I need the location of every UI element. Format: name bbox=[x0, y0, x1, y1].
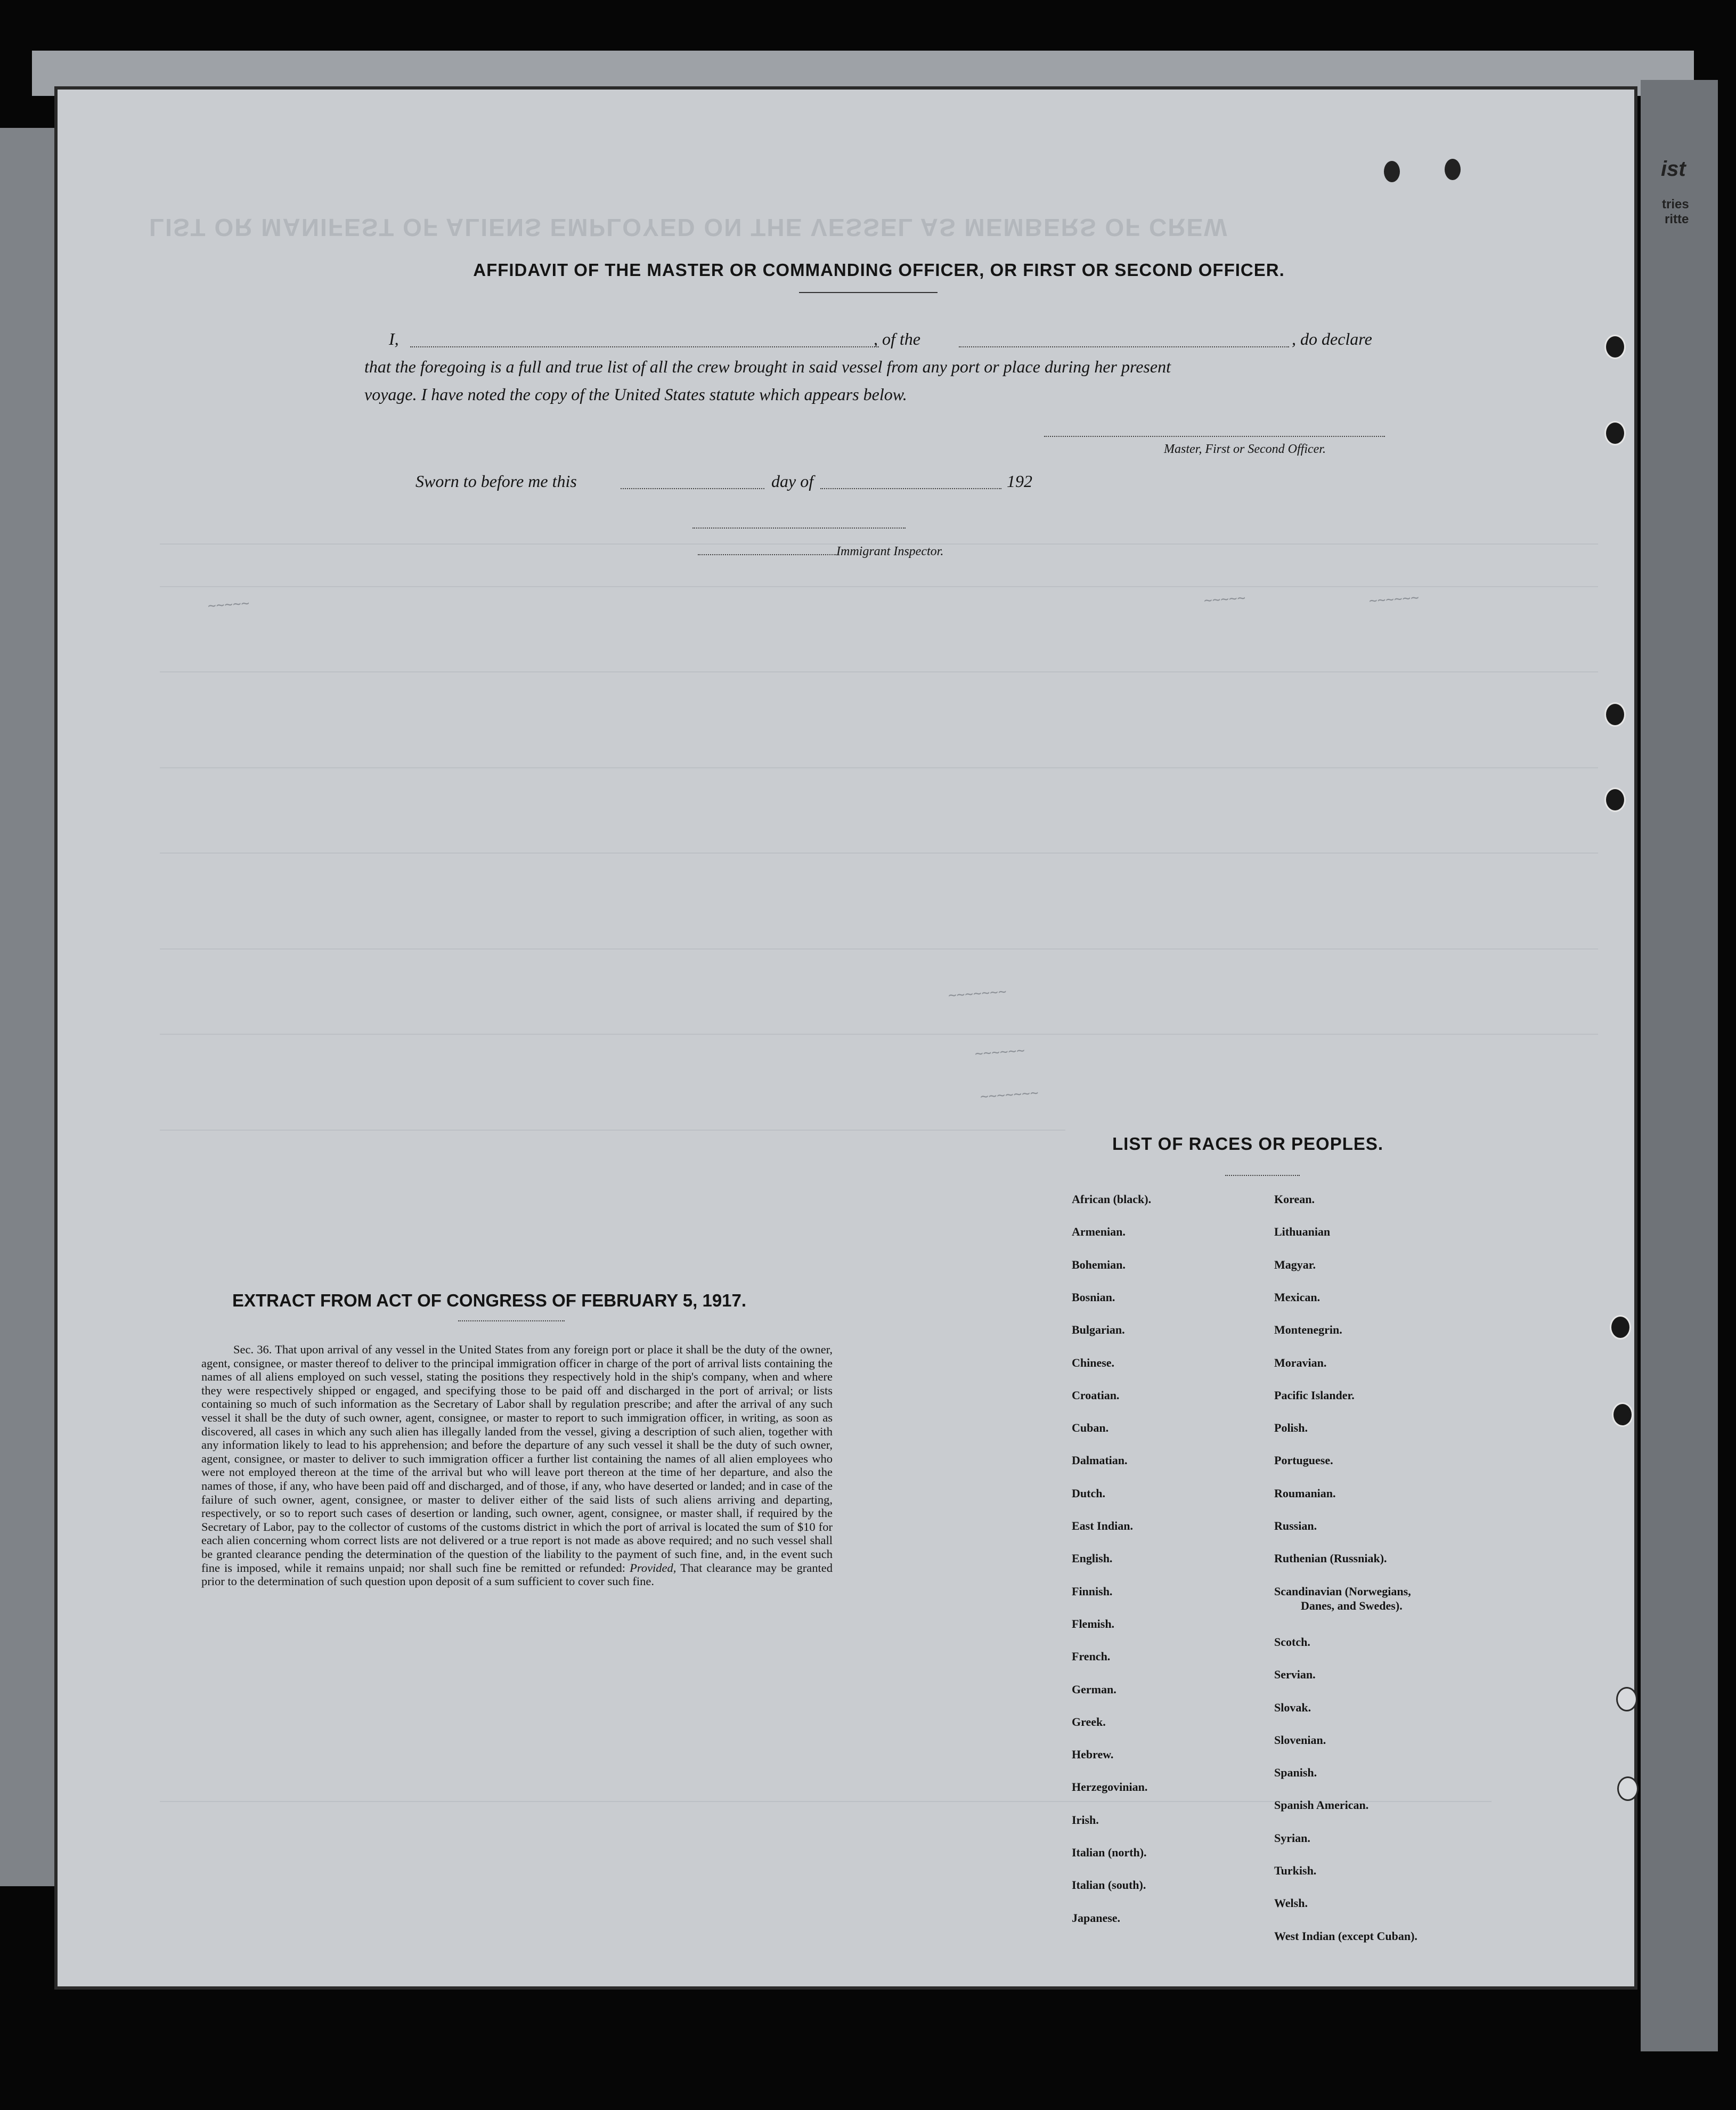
races-title: LIST OF RACES OR PEOPLES. bbox=[1112, 1134, 1384, 1154]
race-item: Moravian. bbox=[1274, 1356, 1327, 1369]
race-item: Bohemian. bbox=[1072, 1257, 1126, 1271]
race-item: Scandinavian (Norwegians, bbox=[1274, 1584, 1411, 1598]
race-item: German. bbox=[1072, 1682, 1116, 1696]
race-item: Italian (north). bbox=[1072, 1846, 1147, 1859]
extract-title: EXTRACT FROM ACT OF CONGRESS OF FEBRUARY 5, 1917. bbox=[232, 1291, 747, 1310]
affidavit-title: AFFIDAVIT OF THE MASTER OR COMMANDING OFFICER, OR FIRST OR SECOND OFFICER. bbox=[473, 260, 1285, 280]
vessel-blank bbox=[959, 346, 1289, 347]
handwriting-mark: ~~~~~~~ bbox=[948, 984, 1007, 1004]
left-backing-sheet bbox=[0, 128, 59, 1886]
race-item: Bulgarian. bbox=[1072, 1323, 1125, 1337]
race-item: Japanese. bbox=[1072, 1911, 1121, 1925]
race-item: Italian (south). bbox=[1072, 1878, 1146, 1892]
race-item: Servian. bbox=[1274, 1668, 1316, 1682]
race-item: Herzegovinian. bbox=[1072, 1780, 1148, 1794]
binder-hole bbox=[1604, 335, 1626, 359]
affidavit-i: I, bbox=[389, 329, 399, 348]
race-item: Roumanian. bbox=[1274, 1486, 1336, 1500]
handwriting-mark: ~~~~~~ bbox=[974, 1042, 1025, 1062]
faded-header: LIST OR MANIFEST OF ALIENS EMPLOYED ON THE VESSEL AS MEMBERS OF CREW bbox=[149, 214, 1228, 241]
handwriting-mark: ~~~~~~ bbox=[1368, 589, 1420, 610]
binder-hole bbox=[1604, 421, 1626, 445]
affidavit-of-the: , of the bbox=[874, 329, 920, 348]
affidavit-line-3: voyage. I have noted the copy of the United States statute which appears below. bbox=[364, 385, 907, 404]
binder-hole bbox=[1604, 702, 1626, 727]
inspector-label: Immigrant Inspector. bbox=[836, 545, 944, 558]
binder-hole bbox=[1612, 1402, 1633, 1427]
sworn-month-blank bbox=[820, 488, 1001, 489]
race-item: Syrian. bbox=[1274, 1831, 1310, 1845]
race-item: Slovak. bbox=[1274, 1700, 1311, 1714]
race-item: Finnish. bbox=[1072, 1584, 1113, 1598]
race-item: Chinese. bbox=[1072, 1356, 1115, 1369]
race-item: Magyar. bbox=[1274, 1257, 1316, 1271]
race-item: Armenian. bbox=[1072, 1225, 1126, 1239]
race-item: Turkish. bbox=[1274, 1864, 1317, 1877]
race-item: Flemish. bbox=[1072, 1617, 1115, 1630]
race-item: Lithuanian bbox=[1274, 1225, 1331, 1239]
race-item: Spanish American. bbox=[1274, 1798, 1369, 1812]
punch-hole bbox=[1445, 159, 1461, 180]
race-item: Hebrew. bbox=[1072, 1748, 1114, 1762]
sworn-day-of: day of bbox=[771, 472, 814, 491]
extract-divider bbox=[458, 1320, 565, 1321]
race-item: Spanish. bbox=[1274, 1766, 1317, 1780]
extract-body bbox=[201, 1343, 833, 1588]
title-underline bbox=[799, 292, 938, 293]
affidavit-declare: , do declare bbox=[1292, 329, 1372, 348]
sec-label: Sec. 36. bbox=[233, 1343, 272, 1356]
extract-text-end: That clearance may be granted prior to the determination of such question upon deposit of a sum sufficient to cover such fine. bbox=[201, 1561, 833, 1588]
sworn-year: 192 bbox=[1007, 472, 1032, 491]
binder-hole bbox=[1604, 788, 1626, 812]
race-item: French. bbox=[1072, 1650, 1111, 1663]
race-item: Dutch. bbox=[1072, 1486, 1105, 1500]
race-item: Ruthenian (Russniak). bbox=[1274, 1552, 1387, 1565]
race-item: Pacific Islander. bbox=[1274, 1388, 1355, 1402]
margin-mark-ist: ist bbox=[1661, 157, 1686, 181]
affidavit-line-2: that the foregoing is a full and true list of all the crew brought in said vessel from any port or place during her present bbox=[364, 357, 1171, 376]
race-item: Polish. bbox=[1274, 1421, 1308, 1435]
race-item: East Indian. bbox=[1072, 1519, 1133, 1532]
binder-hole bbox=[1617, 1776, 1639, 1801]
race-item: West Indian (except Cuban). bbox=[1274, 1929, 1417, 1943]
race-item: Portuguese. bbox=[1274, 1454, 1333, 1467]
handwriting-mark: ~~~~~ bbox=[207, 595, 250, 614]
race-item: Slovenian. bbox=[1274, 1733, 1326, 1747]
race-item: Mexican. bbox=[1274, 1290, 1321, 1304]
binder-hole bbox=[1616, 1687, 1637, 1711]
signature-blank bbox=[1044, 436, 1385, 437]
race-item: African (black). bbox=[1072, 1192, 1152, 1206]
right-backing-sheet bbox=[1641, 80, 1718, 2051]
race-item: English. bbox=[1072, 1552, 1113, 1565]
margin-mark-ritte: ritte bbox=[1665, 212, 1689, 226]
handwriting-mark: ~~~~~~~ bbox=[980, 1085, 1039, 1105]
race-item: Welsh. bbox=[1274, 1896, 1308, 1910]
sworn-prefix: Sworn to before me this bbox=[415, 472, 577, 491]
name-blank bbox=[410, 346, 879, 347]
sworn-day-blank bbox=[621, 488, 764, 489]
races-divider bbox=[1225, 1175, 1300, 1176]
race-item: Russian. bbox=[1274, 1519, 1317, 1532]
race-item: Cuban. bbox=[1072, 1421, 1109, 1435]
extract-text: That upon arrival of any vessel in the United States from any foreign port or place it shall be the duty of the owner, agent, consignee, or master thereof to deliver to the principal immigration officer in charge of the port of arrival lists containing the names of all aliens employed on such vessel, stating the positions they respectively hold in the ship's company, when and where they were respectively shipped or engaged, and specifying those to be paid off and discharged in the port of arrival; or lists containing so much of such information as the Secretary of Labor shall by regulation prescribe; and after the arrival of any such vessel it shall be the duty of such owner, agent, consignee, or master to report to such immigration officer, in writing, as soon as discovered, all cases in which any such alien has illegally landed from the vessel, giving a description of such alien, together with any information likely to lead to his apprehension; and before the departure of any such vessel it shall be the duty of such owner, agent, consignee, or master to deliver to such immigration officer a further list containing the names of all alien employees who were not employed thereon at the time of the arrival but who will leave port thereon at the time of her departure, and also the names of those, if any, who have been paid off and discharged, and of those, if any, who have deserted or landed; and in case of the failure of such owner, agent, consignee, or master to deliver either of the said lists of such aliens arriving and departing, respectively, or so to report such cases of desertion or landing, such owner, agent, consignee, or master shall, if required by the Secretary of Labor, pay to the collector of customs of the customs district in which the port of arrival is located the sum of $10 for each alien concerning whom correct lists are not delivered or a true report is not made as above required; and no such vessel shall be granted clearance pending the determination of the question of the liability to the payment of such fine, and, in the event such fine is imposed, while it remains unpaid; nor shall such fine be remitted or refunded: bbox=[201, 1343, 833, 1575]
binder-hole bbox=[1610, 1315, 1631, 1340]
race-item: Korean. bbox=[1274, 1192, 1315, 1206]
punch-hole bbox=[1384, 161, 1400, 182]
handwriting-mark: ~~~~~ bbox=[1203, 590, 1246, 609]
race-item: Scotch. bbox=[1274, 1635, 1310, 1649]
race-item: Irish. bbox=[1072, 1813, 1099, 1827]
race-item: Croatian. bbox=[1072, 1388, 1120, 1402]
race-item: Greek. bbox=[1072, 1715, 1106, 1728]
provided-label: Provided, bbox=[630, 1561, 677, 1575]
inspector-blank-1 bbox=[692, 528, 906, 529]
inspector-blank-2 bbox=[698, 554, 836, 555]
margin-mark-tries: tries bbox=[1662, 197, 1689, 212]
signature-label: Master, First or Second Officer. bbox=[1164, 442, 1326, 456]
race-item: Danes, and Swedes). bbox=[1301, 1598, 1403, 1612]
race-item: Bosnian. bbox=[1072, 1290, 1115, 1304]
race-item: Dalmatian. bbox=[1072, 1454, 1128, 1467]
race-item: Montenegrin. bbox=[1274, 1323, 1342, 1337]
